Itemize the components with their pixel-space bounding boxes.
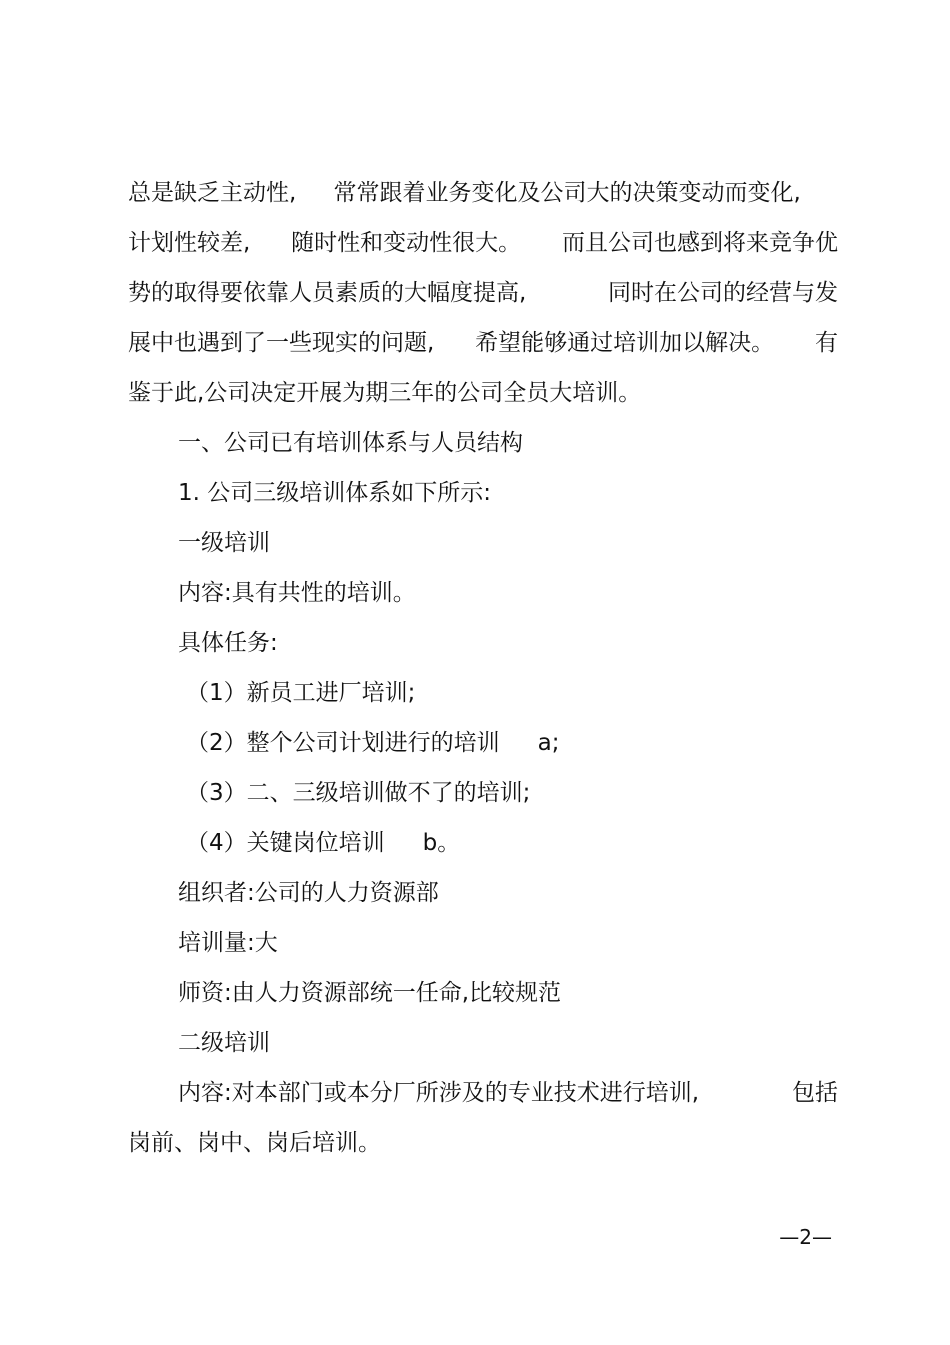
text-segment: 同时在公司的经营与发 [608, 280, 838, 306]
subsection-heading [178, 468, 838, 518]
task-item-tail: b。 [422, 830, 461, 856]
paragraph-line-1 [128, 168, 838, 218]
section-heading-text: 一、公司已有培训体系与人员结构 [178, 430, 523, 456]
text-segment: 总是缺乏主动性, [128, 180, 297, 206]
level1-title-text: 一级培训 [178, 530, 270, 556]
text-segment: 常常跟着业务变化及公司大的决策变动而变化, [333, 180, 801, 206]
level2-content-line-1 [178, 1068, 838, 1118]
task-item-text: （2）整个公司计划进行的培训 [186, 730, 500, 756]
level2-content-line-2 [128, 1118, 838, 1168]
task-item-tail: a; [537, 730, 560, 756]
text-segment: 包括 [792, 1080, 838, 1106]
text-segment: 内容:对本部门或本分厂所涉及的专业技术进行培训, [178, 1080, 700, 1106]
task-item-3 [186, 768, 836, 818]
text-segment: 势的取得要依靠人员素质的大幅度提高, [128, 280, 527, 306]
text-segment: 展中也遇到了一些现实的问题, [128, 330, 435, 356]
level1-organizer [178, 868, 838, 918]
teachers-text: 师资:由人力资源部统一任命,比较规范 [178, 980, 562, 1006]
paragraph-line-5 [128, 368, 838, 418]
level1-tasks-label [178, 618, 838, 668]
level1-content-text: 内容:具有共性的培训。 [178, 580, 416, 606]
task-item-text: （3）二、三级培训做不了的培训; [186, 780, 531, 806]
level1-content [178, 568, 838, 618]
text-segment: 计划性较差, [128, 230, 251, 256]
level1-title [178, 518, 838, 568]
text-segment: 岗前、岗中、岗后培训。 [128, 1130, 381, 1156]
level1-teachers [178, 968, 838, 1018]
text-segment: 有 [815, 330, 838, 356]
task-item-text: （4）关键岗位培训 [186, 830, 385, 856]
paragraph-line-4 [128, 318, 838, 368]
page-number: —2— [779, 1225, 832, 1249]
volume-text: 培训量:大 [178, 930, 278, 956]
level1-volume [178, 918, 838, 968]
paragraph-line-3 [128, 268, 838, 318]
task-item-1 [186, 668, 836, 718]
task-item-text: （1）新员工进厂培训; [186, 680, 416, 706]
organizer-text: 组织者:公司的人力资源部 [178, 880, 439, 906]
task-item-2 [186, 718, 836, 768]
text-segment: 希望能够通过培训加以解决。 [475, 330, 775, 356]
text-segment: 鉴于此,公司决定开展为期三年的公司全员大培训。 [128, 380, 642, 406]
level2-title-text: 二级培训 [178, 1030, 270, 1056]
section-heading [178, 418, 838, 468]
paragraph-line-2 [128, 218, 838, 268]
task-item-4 [186, 818, 836, 868]
subsection-heading-text: 1. 公司三级培训体系如下所示: [178, 480, 492, 506]
text-segment: 而且公司也感到将来竞争优 [562, 230, 838, 256]
text-segment: 随时性和变动性很大。 [291, 230, 522, 256]
tasks-label-text: 具体任务: [178, 630, 278, 656]
level2-title [178, 1018, 838, 1068]
